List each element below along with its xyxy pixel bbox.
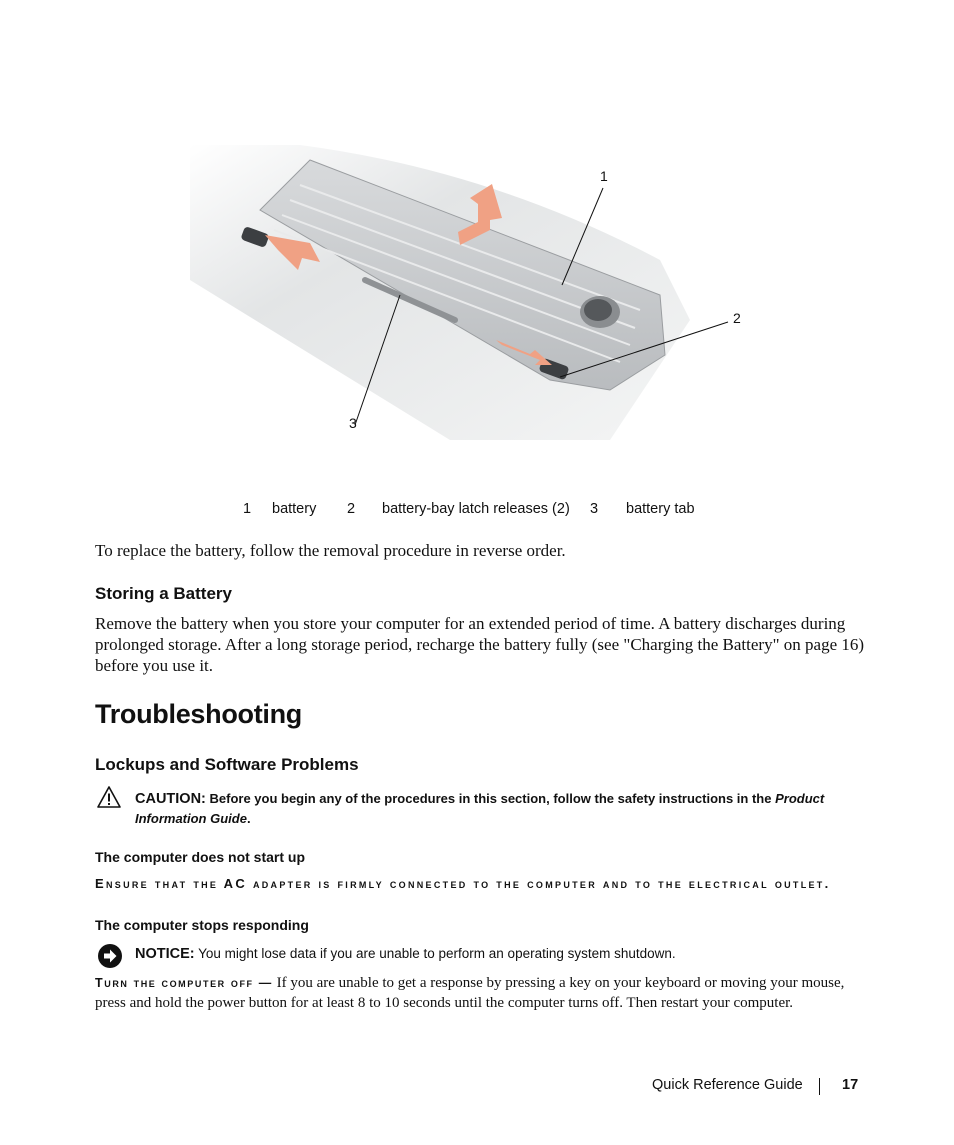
not-start-instruction: Ensure that the AC adapter is firmly connected to the computer and to the electrical outlet.: [95, 876, 831, 891]
caution-message: [135, 789, 865, 828]
notice-icon: [97, 943, 123, 969]
turn-off-lead: Turn the computer off —: [95, 976, 273, 990]
callout-3: 3: [349, 415, 357, 431]
caution-icon: [96, 785, 122, 809]
notice-text: You might lose data if you are unable to perform an operating system shutdown.: [194, 946, 676, 961]
notice-message: [135, 946, 865, 962]
turn-off-paragraph: [95, 973, 860, 1013]
caution-label: CAUTION:: [135, 791, 206, 807]
legend-label-battery: battery: [272, 501, 317, 517]
legend-num-1: 1: [243, 501, 252, 517]
notice-label: NOTICE:: [135, 946, 195, 962]
turn-off-text: If you are unable to get a response by pressing a key on your keyboard or moving your mouse, press and hold the power button for at least 8 to 10 seconds until the computer turns off. Then restart your computer.: [95, 975, 845, 1011]
legend-label-tab: battery tab: [626, 501, 695, 517]
stops-heading: The computer stops responding: [95, 917, 309, 933]
legend-label-latch: battery-bay latch releases (2): [382, 501, 570, 517]
replace-battery-text: To replace the battery, follow the removal procedure in reverse order.: [95, 541, 566, 560]
battery-removal-illustration: [190, 140, 750, 485]
caution-period: .: [246, 811, 251, 826]
laptop-battery-drawing: [190, 140, 750, 485]
caution-guide-title: Product Information Guide: [135, 791, 825, 826]
storing-heading: Storing a Battery: [95, 584, 232, 603]
legend-num-3: 3: [590, 501, 599, 517]
caution-text: Before you begin any of the procedures in this section, follow the safety instructions in the: [205, 791, 776, 806]
storing-body: Remove the battery when you store your computer for an extended period of time. A battery discharges during prolonged storage. After a long storage period, recharge the battery fully (see "Charging the Battery" on page 16) before you use it.: [95, 614, 865, 675]
legend-num-2: 2: [347, 501, 356, 517]
callout-1: 1: [600, 168, 608, 184]
page-number: 17: [842, 1077, 859, 1093]
page-title: Troubleshooting: [95, 699, 302, 729]
lockups-heading: Lockups and Software Problems: [95, 755, 359, 774]
callout-2: 2: [733, 310, 741, 326]
footer-guide-title: Quick Reference Guide: [652, 1077, 803, 1093]
not-start-heading: The computer does not start up: [95, 849, 306, 865]
footer-divider: [819, 1078, 820, 1095]
